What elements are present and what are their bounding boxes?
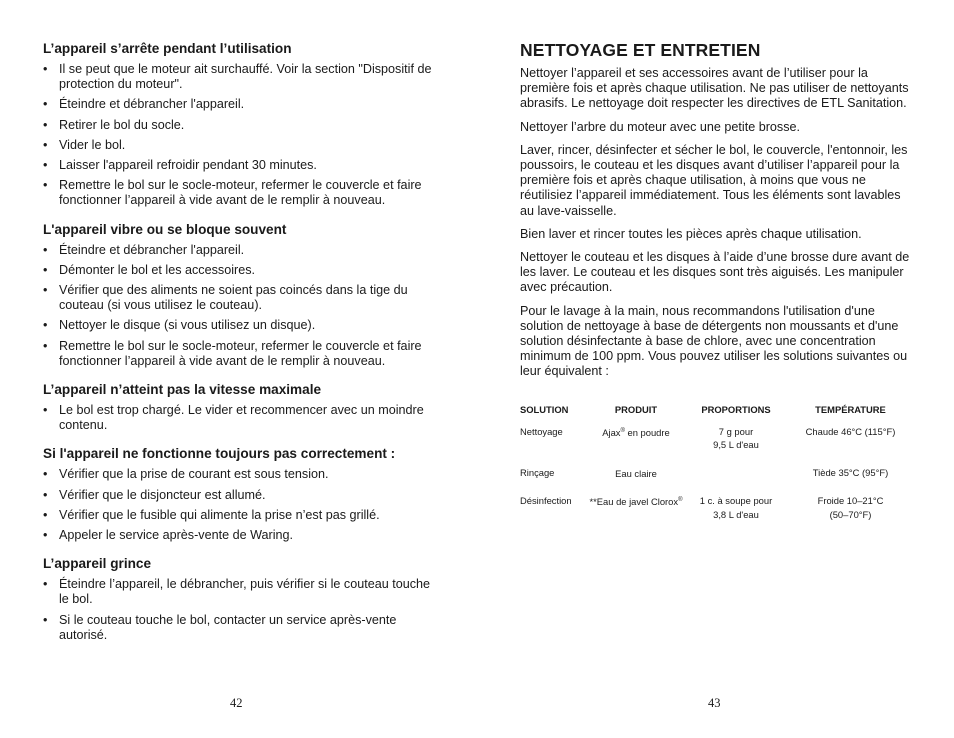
bullet-list xyxy=(43,467,443,543)
section-heading: Si l'appareil ne fonctionne toujours pas correctement : xyxy=(43,446,396,462)
troubleshooting-section xyxy=(43,445,443,543)
page-number-right: 43 xyxy=(708,696,721,710)
right-page xyxy=(520,0,915,738)
header-produit: PRODUIT xyxy=(614,403,658,415)
temperature-line: Chaude 46°C (115°F) xyxy=(805,425,896,437)
list-item: • Remettre le bol sur le socle-moteur, refermer le couvercle et faire fonctionner l’appareil à vide avant de le remplir à nouveau. xyxy=(43,178,443,208)
table-header-row xyxy=(520,404,915,425)
produit-name: Ajax xyxy=(602,426,621,438)
list-item: • Il se peut que le moteur ait surchauffé. Voir la section "Dispositif de protection du moteur". xyxy=(43,62,443,92)
cell-proportions xyxy=(686,494,786,535)
cell-produit xyxy=(586,425,686,466)
section-heading: L’appareil n’atteint pas la vitesse maximale xyxy=(43,382,322,398)
header-proportions: PROPORTIONS xyxy=(701,403,771,415)
cell-proportions xyxy=(686,466,786,495)
list-item: • Éteindre et débrancher l'appareil. xyxy=(43,97,443,112)
left-page xyxy=(43,0,443,738)
list-item: • Vérifier que la prise de courant est sous tension. xyxy=(43,467,443,482)
list-item: • Nettoyer le disque (si vous utilisez un disque). xyxy=(43,318,443,333)
cell-solution: Rinçage xyxy=(520,466,555,478)
temperature-line: (50–70°F) xyxy=(829,508,872,520)
table-row xyxy=(520,494,915,535)
troubleshooting-sections xyxy=(43,40,443,643)
paragraph: Nettoyer l’appareil et ses accessoires avant de l’utiliser pour la première fois et après chaque utilisation. Ne pas utiliser de nettoyants abrasifs. Le nettoyage doit respecter les directives de ETL Sanitation. xyxy=(520,66,909,111)
list-item: • Remettre le bol sur le socle-moteur, refermer le couvercle et faire fonctionner l’appareil à vide avant de le remplir à nouveau. xyxy=(43,339,443,369)
bullet-list xyxy=(43,403,443,433)
list-item: • Le bol est trop chargé. Le vider et recommencer avec un moindre contenu. xyxy=(43,403,443,433)
list-item: • Si le couteau touche le bol, contacter un service après-vente autorisé. xyxy=(43,613,443,643)
list-item: • Vider le bol. xyxy=(43,138,443,153)
section-heading: L’appareil grince xyxy=(43,556,152,572)
table-row xyxy=(520,425,915,466)
produit-suffix: en poudre xyxy=(624,426,670,438)
paragraph: Pour le lavage à la main, nous recommandons l'utilisation d'une solution de nettoyage à base de détergents non moussants et d'une solution désinfectante à base de chlore, avec une concentration minimum de 100 ppm. Vous pouvez utiliser les solutions suivantes ou leur équivalent : xyxy=(520,303,908,379)
header-temperature: TEMPÉRATURE xyxy=(815,403,886,415)
troubleshooting-section xyxy=(43,381,443,433)
paragraph: Laver, rincer, désinfecter et sécher le bol, le couvercle, l'entonnoir, les poussoirs, le couteau et les disques avant d’utiliser l’appareil pour la première fois et après chaque utilisation, à moins que vous ne réutilisiez l’appareil immédiatement. Tous les éléments sont lavables au lave-vaisselle. xyxy=(520,142,908,218)
bullet-list xyxy=(43,62,443,209)
list-item: • Éteindre l’appareil, le débrancher, puis vérifier si le couteau touche le bol. xyxy=(43,577,443,607)
list-item: • Éteindre et débrancher l'appareil. xyxy=(43,243,443,258)
proportions-line: 7 g pour xyxy=(718,425,754,437)
list-item: • Vérifier que le disjoncteur est allumé. xyxy=(43,488,443,503)
cleaning-paragraphs xyxy=(520,66,915,380)
paragraph: Bien laver et rincer toutes les pièces après chaque utilisation. xyxy=(520,226,862,241)
section-heading: L’appareil s’arrête pendant l’utilisation xyxy=(43,41,292,56)
troubleshooting-section xyxy=(43,40,443,209)
list-item: • Démonter le bol et les accessoires. xyxy=(43,263,443,278)
list-item: • Retirer le bol du socle. xyxy=(43,118,443,133)
paragraph: Nettoyer l’arbre du moteur avec une petite brosse. xyxy=(520,119,801,134)
proportions-line: 9,5 L d'eau xyxy=(713,439,759,451)
cleaning-title: NETTOYAGE ET ENTRETIEN xyxy=(520,40,761,60)
temperature-line: Tiède 35°C (95°F) xyxy=(812,466,889,478)
paragraph: Nettoyer le couteau et les disques à l’aide d’une brosse dure avant de les laver. Le couteau et les disques sont très aiguisés. Les manipuler avec précaution. xyxy=(520,250,910,295)
bullet-list xyxy=(43,577,443,643)
list-item: • Vérifier que des aliments ne soient pas coincés dans la tige du couteau (si vous utilisez le couteau). xyxy=(43,283,443,313)
table-row xyxy=(520,466,915,495)
cell-proportions xyxy=(686,425,786,466)
cell-solution: Nettoyage xyxy=(520,425,563,437)
proportions-line: 1 c. à soupe pour xyxy=(699,495,773,507)
troubleshooting-section xyxy=(43,221,443,369)
list-item: • Appeler le service après-vente de Waring. xyxy=(43,528,443,543)
produit-name: Eau claire xyxy=(615,467,657,479)
temperature-line: Froide 10–21°C xyxy=(817,495,884,507)
troubleshooting-section xyxy=(43,555,443,643)
produit-name: **Eau de javel Clorox xyxy=(589,496,679,508)
page-number-left: 42 xyxy=(230,696,243,710)
registered-mark: ® xyxy=(678,497,683,504)
list-item: • Laisser l'appareil refroidir pendant 30 minutes. xyxy=(43,158,443,173)
proportions-line: 3,8 L d'eau xyxy=(713,508,759,520)
registered-mark: ® xyxy=(620,427,625,434)
bullet-list xyxy=(43,243,443,369)
cell-temperature xyxy=(786,494,915,535)
section-heading: L'appareil vibre ou se bloque souvent xyxy=(43,221,287,237)
cell-produit xyxy=(586,466,686,495)
cell-produit xyxy=(586,494,686,535)
cleaning-solutions-table xyxy=(520,404,915,536)
cell-solution: Désinfection xyxy=(520,495,572,507)
list-item: • Vérifier que le fusible qui alimente la prise n’est pas grillé. xyxy=(43,508,443,523)
header-solution: SOLUTION xyxy=(520,403,569,415)
cell-temperature xyxy=(786,425,915,466)
cell-temperature xyxy=(786,466,915,495)
